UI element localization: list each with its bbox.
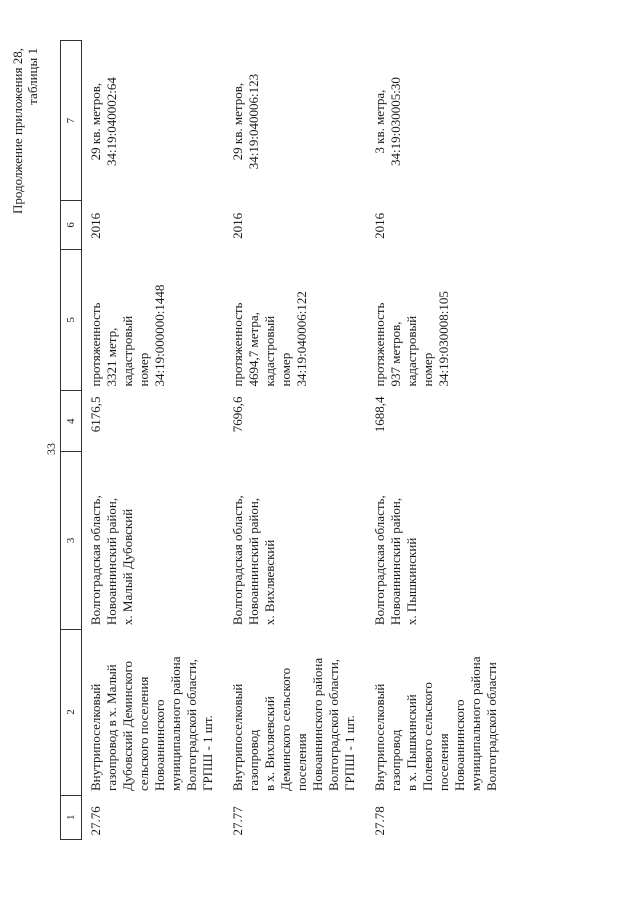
column-header-6: 6	[61, 201, 82, 249]
year-cell: 2016	[230, 212, 245, 239]
text-line: кадастровый	[404, 315, 419, 387]
text-line: Волгоградская область,	[372, 495, 387, 626]
table-row	[220, 41, 362, 840]
text-line: номер	[278, 352, 293, 387]
text-line: 34:19:030005:30	[388, 77, 403, 167]
rotated-page-content	[0, 40, 640, 880]
text-line: ГРПШ - 1 шт.	[200, 715, 215, 792]
land-plot-cell	[82, 41, 221, 201]
text-line: 937 метров,	[388, 321, 403, 387]
text-line: Новоаннинского	[452, 699, 467, 792]
text-line: в х. Пышкинский	[404, 694, 419, 792]
text-line: Дубовский Деминского	[120, 661, 135, 792]
text-line: кадастровый	[262, 315, 277, 387]
land-plot-cell	[362, 41, 504, 201]
column-header-4: 4	[61, 391, 82, 452]
text-line: 4694,7 метра,	[246, 312, 261, 387]
text-line: сельского поселения	[136, 676, 151, 792]
text-line: поселения	[294, 733, 309, 792]
land-plot-cell	[220, 41, 362, 201]
text-line: Полевого сельского	[420, 682, 435, 792]
caption-line-2: таблицы 1	[25, 48, 40, 105]
text-line: Волгоградская область,	[230, 495, 245, 626]
text-line: Новоаннинский район,	[388, 497, 403, 626]
text-line: протяженность	[230, 302, 245, 387]
cost-cell: 1688,4	[372, 396, 387, 433]
text-line: 34:19:040006:123	[246, 73, 261, 170]
specs-cell	[82, 249, 221, 390]
text-line: 34:19:040002:64	[104, 77, 119, 167]
text-line: Внутрипоселковый	[372, 683, 387, 792]
specs-cell	[220, 249, 362, 390]
text-line: муниципального района	[168, 656, 183, 792]
column-header-3: 3	[61, 452, 82, 629]
text-line: номер	[136, 352, 151, 387]
row-number: 27.77	[230, 806, 245, 836]
appendix-caption	[10, 48, 40, 348]
column-header-2: 2	[61, 629, 82, 795]
text-line: х. Пышкинский	[404, 537, 419, 626]
location-cell	[220, 452, 362, 629]
text-line: 34:19:030008:105	[436, 291, 451, 387]
object-name-cell	[82, 629, 221, 795]
text-line: Новоаннинский район,	[104, 497, 119, 626]
text-line: Волгоградской области,	[326, 658, 341, 792]
page-number: 33	[44, 443, 58, 455]
text-line: 3 кв. метра,	[372, 89, 387, 154]
column-header-5: 5	[61, 249, 82, 390]
text-line: Волгоградская область,	[88, 495, 103, 626]
table-row	[362, 41, 504, 840]
text-line: Новоаннинского района	[310, 657, 325, 792]
text-line: газопровод в х. Малый	[104, 664, 119, 792]
text-line: кадастровый	[120, 315, 135, 387]
cost-cell: 6176,5	[88, 396, 103, 433]
text-line: муниципального района	[468, 656, 483, 792]
text-line: Новоаннинский район,	[246, 497, 261, 626]
text-line: Деминского сельского	[278, 667, 293, 792]
text-line: протяженность	[88, 302, 103, 387]
text-line: номер	[420, 352, 435, 387]
text-line: 3321 метр,	[104, 327, 119, 387]
text-line: Внутрипоселковый	[230, 683, 245, 792]
text-line: 29 кв. метров,	[88, 82, 103, 161]
row-number: 27.76	[88, 806, 103, 836]
text-line: 29 кв. метров,	[230, 82, 245, 161]
text-line: в х. Вихляевский	[262, 696, 277, 792]
column-header-7: 7	[61, 41, 82, 201]
text-line: газопровод	[388, 729, 403, 792]
gas-pipeline-table	[60, 40, 504, 840]
text-line: Волгоградской области	[484, 662, 499, 792]
specs-cell	[362, 249, 504, 390]
text-line: х. Малый Дубовский	[120, 508, 135, 626]
text-line: Новоаннинского	[152, 699, 167, 792]
text-line: поселения	[436, 733, 451, 792]
object-name-cell	[362, 629, 504, 795]
table-header-row	[61, 41, 82, 840]
text-line: газопровод	[246, 729, 261, 792]
text-line: протяженность	[372, 302, 387, 387]
location-cell	[82, 452, 221, 629]
caption-line-1: Продолжение приложения 28,	[10, 48, 25, 215]
text-line: х. Вихляевский	[262, 539, 277, 626]
text-line: ГРПШ - 1 шт.	[342, 715, 357, 792]
text-line: Внутрипоселковый	[88, 683, 103, 792]
text-line: Волгоградской области,	[184, 658, 199, 792]
cost-cell: 7696,6	[230, 396, 245, 433]
object-name-cell	[220, 629, 362, 795]
table-row	[82, 41, 221, 840]
year-cell: 2016	[88, 212, 103, 239]
text-line: 34:19:040006:122	[294, 291, 309, 387]
column-header-1: 1	[61, 795, 82, 839]
location-cell	[362, 452, 504, 629]
year-cell: 2016	[372, 212, 387, 239]
row-number: 27.78	[372, 806, 387, 836]
text-line: 34:19:000000:1448	[152, 284, 167, 387]
